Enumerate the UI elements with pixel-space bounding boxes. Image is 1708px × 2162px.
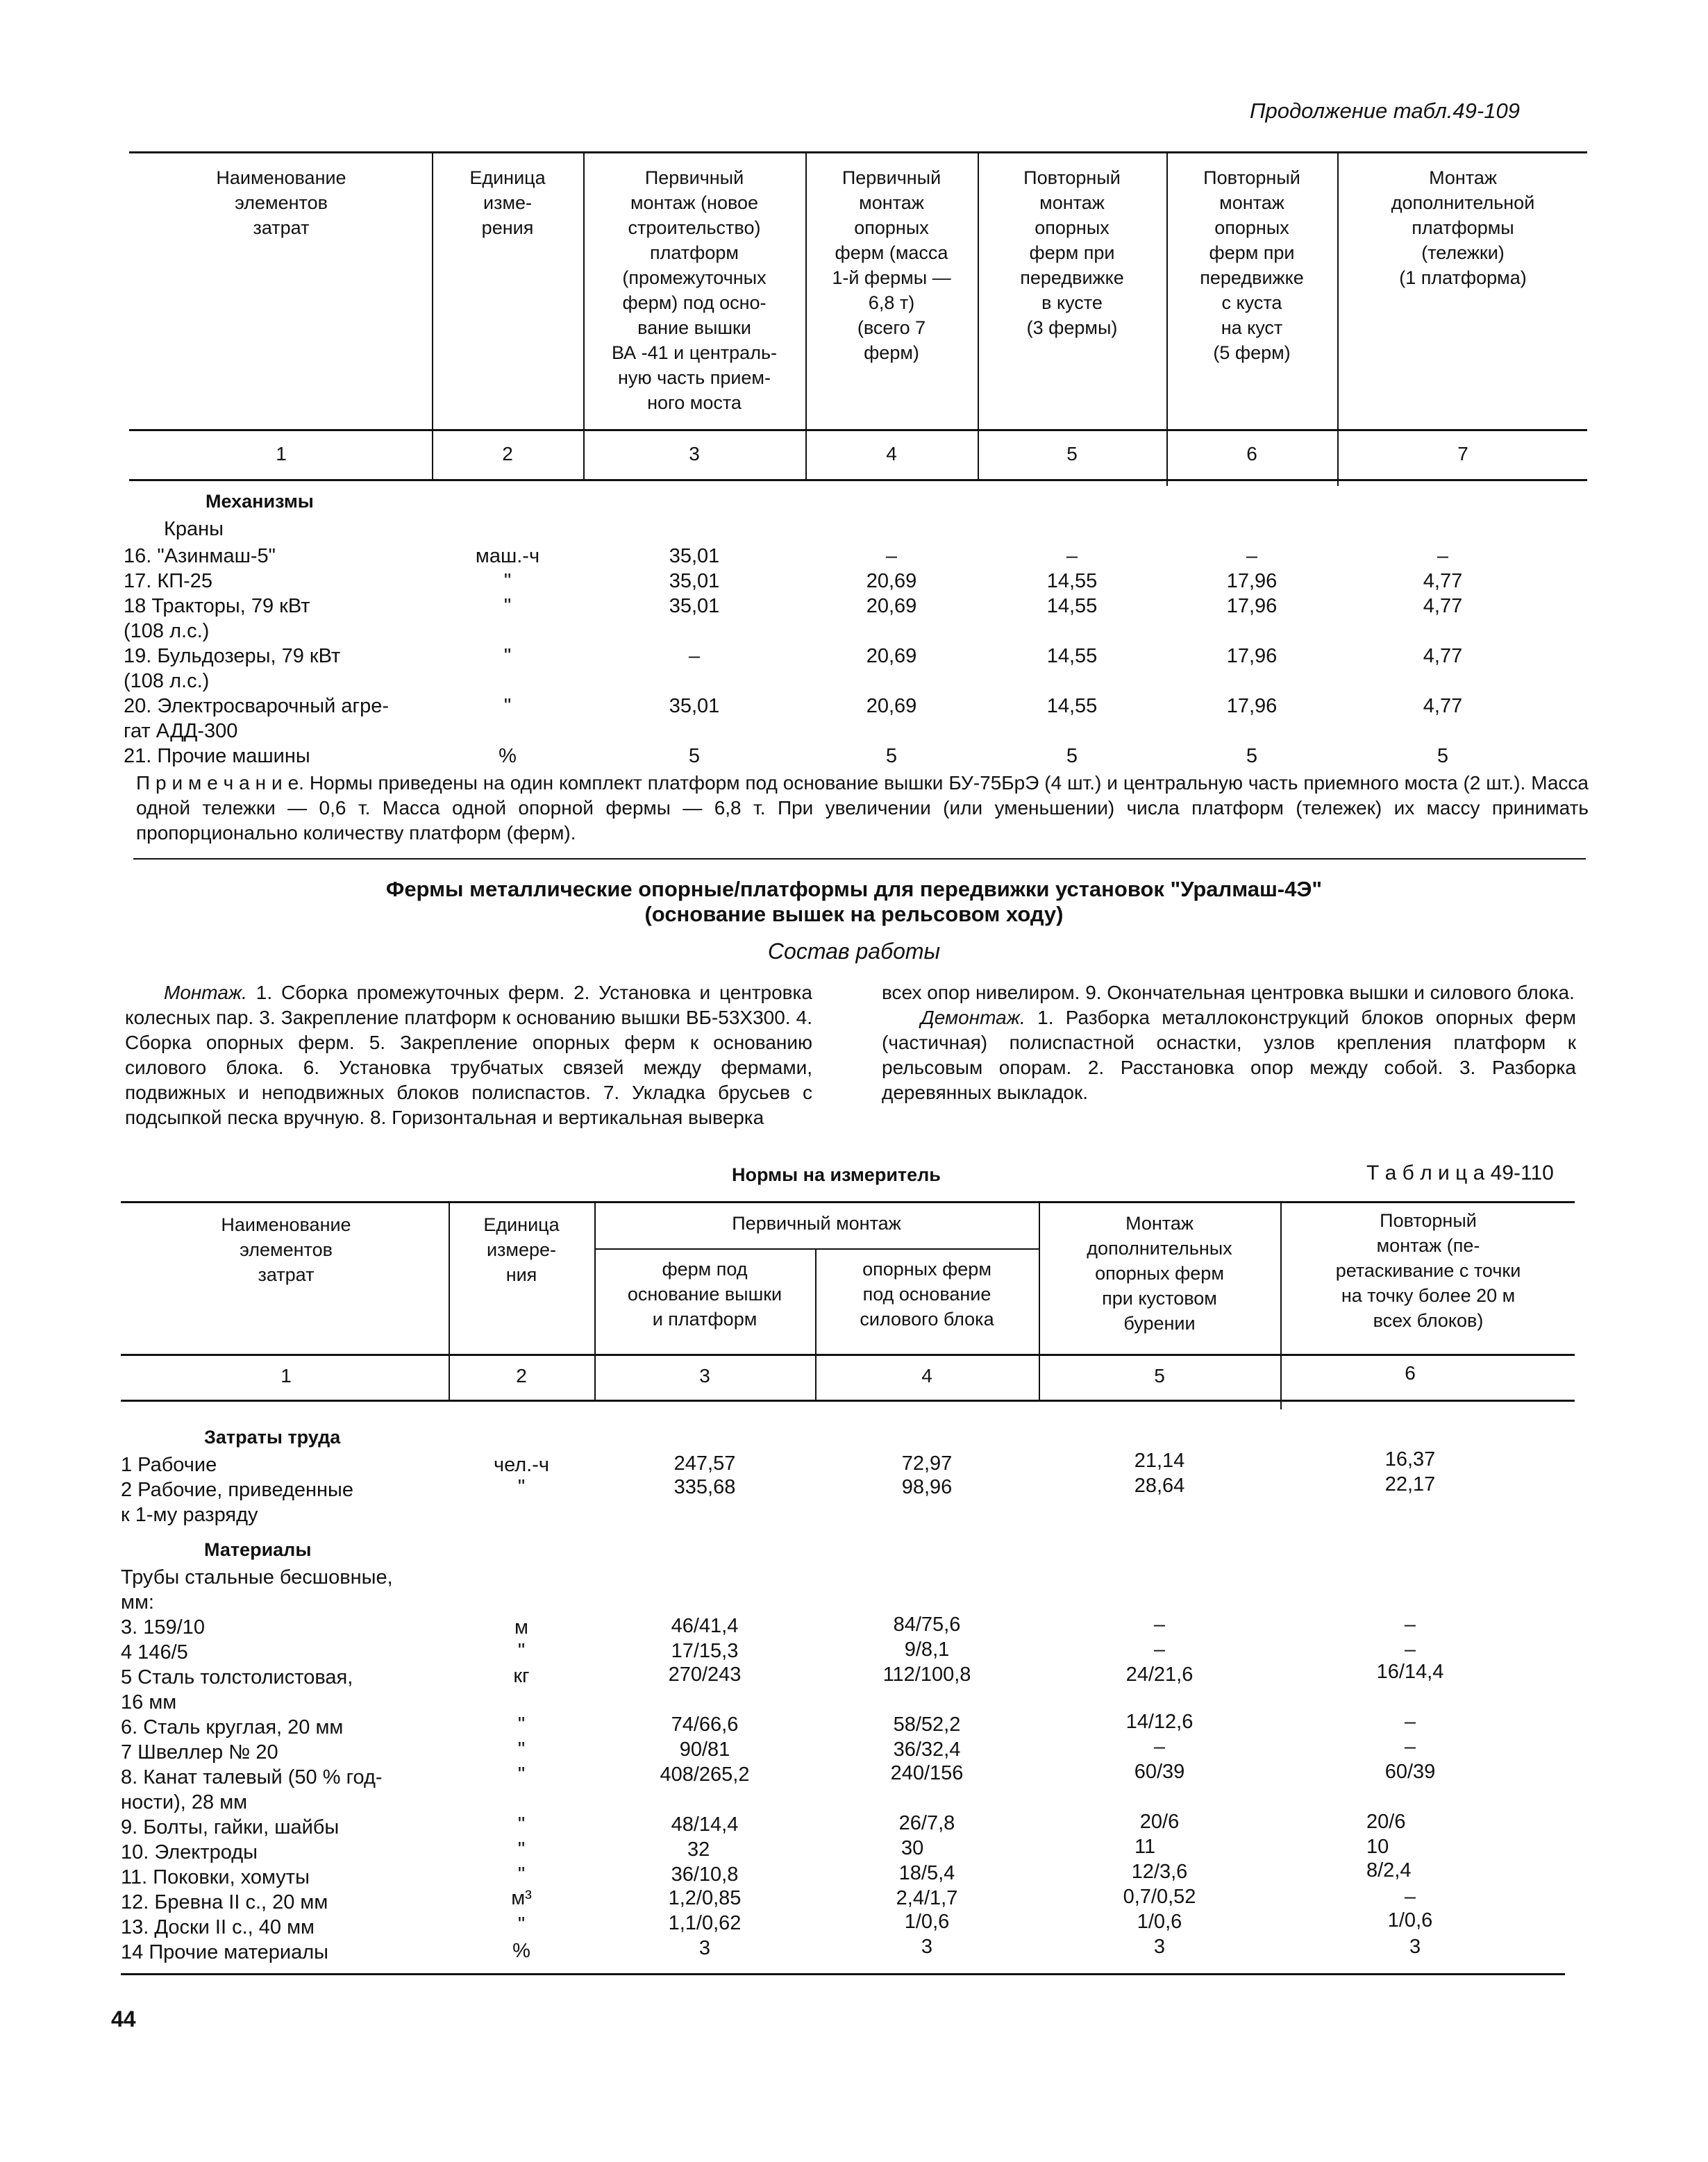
table1-colnum: 7	[1457, 443, 1468, 464]
table2-row-unit: "	[517, 1813, 526, 1836]
table1-row-unit: "	[503, 645, 512, 667]
table1-header-col5: Повторный монтаж опорных ферм при передвижке в кусте (3 фермы)	[1020, 167, 1124, 338]
table2-header-rule	[121, 1354, 1575, 1356]
table2-cell: 1/0,6	[1387, 1909, 1433, 1931]
norms-heading: Нормы на измеритель	[732, 1164, 941, 1185]
table1-cell: 4,77	[1423, 570, 1463, 592]
table1-cell: –	[1437, 545, 1449, 567]
table1-header-unit: Единица изме- рения	[469, 167, 546, 238]
composition-heading: Состав работы	[767, 939, 941, 964]
table2-cell: 14/12,6	[1125, 1711, 1194, 1733]
table2-cell: 3	[1153, 1936, 1166, 1958]
table1-colnum: 1	[276, 443, 287, 464]
table1-cell: 17,96	[1226, 645, 1278, 667]
table2-cell: 46/41,4	[671, 1615, 739, 1637]
table2-cell: –	[1404, 1886, 1416, 1908]
table1-row-unit: %	[499, 745, 517, 767]
table2-cell: 9/8,1	[904, 1639, 950, 1661]
section-labor: Затраты труда	[204, 1427, 341, 1448]
section-materials: Материалы	[204, 1539, 312, 1560]
table1-cell: 20,69	[866, 645, 917, 667]
table1-cell: 20,69	[866, 570, 917, 592]
table2-cell: 1,1/0,62	[668, 1912, 742, 1934]
table2-cell: 22,17	[1384, 1473, 1436, 1495]
table1-cell: 5	[1246, 745, 1258, 767]
table2-cell: 11	[1135, 1836, 1156, 1858]
table2-row-unit: м³	[511, 1887, 532, 1909]
table2-row-unit: "	[517, 1640, 526, 1662]
continuation-label: Продолжение табл.49-109	[1250, 99, 1520, 123]
table2-row-label: 10. Электроды	[121, 1841, 258, 1863]
table1-cell: –	[688, 645, 701, 667]
table2-header-primary: Первичный монтаж	[732, 1213, 901, 1234]
table2-cell: 10	[1366, 1836, 1389, 1858]
table2-cell: 84/75,6	[893, 1614, 961, 1636]
table1-cell: 35,01	[669, 695, 720, 717]
table2-cell: 17/15,3	[671, 1640, 739, 1662]
table2-cell: 1/0,6	[904, 1911, 950, 1933]
table2-row-label: 5 Сталь толстолистовая, 16 мм	[121, 1666, 353, 1713]
table2-cell: 247,57	[673, 1452, 736, 1475]
table1-header-rule	[129, 429, 1587, 431]
table2-row-label: 8. Канат талевый (50 % год- ности), 28 мм	[121, 1766, 383, 1813]
table2-cell: 16,37	[1384, 1448, 1436, 1470]
table2-cell: 58/52,2	[893, 1713, 961, 1736]
table1-cell: 35,01	[669, 545, 720, 567]
dismantling-text: 1. Разборка металлоконструкций блоков опорных ферм (частичная) полиспастной оснастки, узлов крепления платформ к рельсовым опорам. 2. Расстановка опор между собой. 3. Разборка деревянных выкладок.	[882, 1007, 1576, 1103]
table2-header-unit: Единица измере- ния	[483, 1214, 560, 1285]
table2-colnum: 4	[921, 1365, 932, 1386]
table2-cell: 112/100,8	[882, 1664, 971, 1686]
table2-row-label: 2 Рабочие, приведенные к 1-му разряду	[121, 1479, 354, 1526]
table1-cell: 14,55	[1046, 645, 1098, 667]
table2-cell: 30	[901, 1837, 924, 1859]
table1-cell: –	[1066, 545, 1078, 567]
table2-row-label: 1 Рабочие	[121, 1454, 217, 1476]
table2-header-col3: ферм под основание вышки и платформ	[627, 1259, 782, 1330]
table1-header-col7: Монтаж дополнительной платформы (тележки) (1 платформа)	[1391, 167, 1535, 288]
table1-cell: 35,01	[669, 570, 720, 592]
table2-numbers-rule	[121, 1400, 1575, 1402]
table2-row-label: 11. Поковки, хомуты	[121, 1866, 310, 1888]
table1-row-label: 20. Электросварочный агре- гат АДД-300	[124, 695, 390, 742]
table1-row-unit: "	[503, 595, 512, 617]
table2-header-col6: Повторный монтаж (пе- ретаскивание с точки на точку более 20 м всех блоков)	[1335, 1210, 1521, 1331]
table2-primary-subrule	[594, 1248, 1039, 1250]
table2-cell: 8/2,4	[1366, 1859, 1412, 1882]
table2-cell: 28,64	[1134, 1475, 1185, 1497]
table1-colnum: 2	[502, 443, 513, 464]
table2-colnum: 5	[1154, 1365, 1165, 1386]
table1-row-unit: "	[503, 695, 512, 717]
table2-cell: –	[1153, 1736, 1166, 1758]
dismantling-lead: Демонтаж.	[921, 1007, 1025, 1028]
table2-header-col5: Монтаж дополнительных опорных ферм при кустовом бурении	[1087, 1213, 1232, 1334]
mounting-description	[125, 980, 812, 1130]
table1-header-col3: Первичный монтаж (новое строительство) платформ (промежуточных ферм) под осно- вание вышки ВА -41 и централь- ную часть прием- ного моста	[611, 167, 778, 413]
table2-row-label: 12. Бревна II с., 20 мм	[121, 1891, 328, 1913]
table1-header-name: Наименование элементов затрат	[216, 167, 346, 238]
table2-cell: 90/81	[679, 1738, 730, 1761]
section2-title-line2: (основание вышек на рельсовом ходу)	[644, 902, 1064, 926]
table2-cell: 36/10,8	[671, 1863, 739, 1886]
table1-cell: 17,96	[1226, 570, 1278, 592]
note-text: Нормы приведены на один комплект платформ под основание вышки БУ-75БрЭ (4 шт.) и центральную часть приемного моста (2 шт.). Масса одной тележки — 0,6 т. Масса одной опорной фермы — 6,8 т. При увеличении (или уменьшении) числа платформ (тележек) их массу принимать пропорционально количеству платформ (ферм).	[136, 772, 1589, 844]
table2-row-label: 14 Прочие материалы	[121, 1941, 329, 1963]
table2-colnum: 6	[1405, 1362, 1416, 1384]
table2-colnum: 1	[281, 1365, 292, 1386]
table1-cell: –	[1246, 545, 1258, 567]
note-lead: П р и м е ч а н и е.	[136, 772, 304, 794]
table1-cell: 5	[885, 745, 898, 767]
table1-header-col4: Первичный монтаж опорных ферм (масса 1-й фермы — 6,8 т) (всего 7 ферм)	[832, 167, 951, 363]
table1-numbers-rule	[129, 479, 1587, 481]
table2-row-label: 9. Болты, гайки, шайбы	[121, 1816, 340, 1838]
table2-cell: 3	[698, 1937, 711, 1959]
table1-top-rule	[129, 151, 1587, 153]
table2-row-unit: чел.-ч	[493, 1454, 550, 1476]
table2-cell: 335,68	[673, 1476, 736, 1498]
section-mechanisms: Механизмы	[206, 491, 314, 512]
section-separator	[133, 858, 1586, 860]
table2-row-label: 3. 159/10	[121, 1616, 205, 1639]
table1-cell: 14,55	[1046, 695, 1098, 717]
table2-colnum: 3	[699, 1365, 710, 1386]
table2-cell: –	[1404, 1614, 1416, 1636]
page-number: 44	[111, 2006, 136, 2031]
table2-header-name: Наименование элементов затрат	[221, 1214, 351, 1285]
table2-cell: –	[1404, 1711, 1416, 1733]
mounting-text: 1. Сборка промежуточных ферм. 2. Установка и центровка колесных пар. 3. Закрепление платформ к основанию вышки ВБ-53Х300. 4. Сборка опорных ферм. 5. Закрепление опорных ферм к основанию силового блока. 6. Установка трубчатых связей между фермами, подвижных и неподвижных блоков полиспастов. 7. Укладка брусьев с подсыпкой песка вручную. 8. Горизонтальная и вертикальная выверка	[125, 982, 812, 1128]
table1-cell: 14,55	[1046, 570, 1098, 592]
table1-row-label: 18 Тракторы, 79 кВт (108 л.с.)	[124, 595, 310, 642]
table2-cell: 270/243	[668, 1664, 742, 1686]
table2-cell: –	[1153, 1614, 1166, 1636]
pipes-label: Трубы стальные бесшовные, мм:	[121, 1566, 393, 1614]
table1-row-label: 21. Прочие машины	[124, 745, 310, 767]
table2-row-unit: "	[517, 1838, 526, 1861]
table2-cell: 36/32,4	[893, 1738, 961, 1761]
table2-cell: 48/14,4	[671, 1813, 739, 1836]
table2-row-unit: "	[517, 1763, 526, 1786]
mounting-lead: Монтаж.	[164, 982, 247, 1003]
table2-cell: 12/3,6	[1131, 1861, 1188, 1883]
table1-cell: 4,77	[1423, 695, 1463, 717]
table-number: Т а б л и ц а 49-110	[1366, 1162, 1554, 1184]
table2-row-unit: "	[517, 1713, 526, 1736]
table1-note	[136, 771, 1589, 846]
subsection-cranes: Краны	[164, 518, 224, 540]
table1-cell: 17,96	[1226, 595, 1278, 617]
table2-row-unit: м	[514, 1616, 528, 1639]
table1-colnum: 6	[1246, 443, 1257, 464]
table2-cell: 74/66,6	[671, 1713, 739, 1736]
table2-row-unit: "	[517, 1476, 526, 1498]
table1-cell: 14,55	[1046, 595, 1098, 617]
table2-row-unit: %	[512, 1940, 530, 1962]
table2-bottom-rule	[121, 1973, 1565, 1975]
table2-cell: –	[1404, 1736, 1416, 1758]
table2-row-unit: "	[517, 1738, 526, 1761]
table1-colnum: 3	[689, 443, 700, 464]
table2-cell: –	[1404, 1639, 1416, 1661]
table1-cell: 4,77	[1423, 645, 1463, 667]
table1-cell: 5	[1066, 745, 1078, 767]
table2-colnum: 2	[516, 1365, 527, 1386]
table2-row-label: 7 Швеллер № 20	[121, 1741, 278, 1763]
table2-cell: 2,4/1,7	[896, 1887, 958, 1909]
table2-row-label: 13. Доски II с., 40 мм	[121, 1916, 315, 1938]
table2-cell: 240/156	[890, 1762, 964, 1784]
table1-row-unit: "	[503, 570, 512, 592]
table2-cell: 60/39	[1134, 1761, 1185, 1783]
table2-cell: 3	[1409, 1936, 1421, 1958]
table1-cell: 20,69	[866, 595, 917, 617]
table2-cell: 21,14	[1134, 1450, 1185, 1472]
section2-title-line1: Фермы металлические опорные/платформы для передвижки установок "Уралмаш-4Э"	[385, 877, 1323, 901]
table2-cell: 26/7,8	[898, 1812, 955, 1834]
table1-header-col6: Повторный монтаж опорных ферм при передвижке с куста на куст (5 ферм)	[1200, 167, 1304, 363]
table1-cell: 35,01	[669, 595, 720, 617]
table2-cell: 1,2/0,85	[668, 1887, 742, 1909]
table2-cell: 3	[921, 1936, 933, 1958]
table1-cell: 5	[688, 745, 701, 767]
table1-row-unit: маш.-ч	[475, 545, 540, 567]
table2-cell: 408/265,2	[660, 1763, 750, 1786]
table1-colnum: 5	[1066, 443, 1078, 464]
table2-cell: 1/0,6	[1137, 1911, 1182, 1933]
table2-row-unit: "	[517, 1913, 526, 1936]
table1-colnum: 4	[886, 443, 897, 464]
table2-cell: 20/6	[1139, 1811, 1180, 1833]
table2-row-label: 4 146/5	[121, 1641, 188, 1664]
table2-cell: 24/21,6	[1125, 1664, 1194, 1686]
table2-cell: 98,96	[901, 1476, 953, 1498]
table1-cell: 4,77	[1423, 595, 1463, 617]
table2-cell: 0,7/0,52	[1123, 1886, 1196, 1908]
table1-cell: 5	[1437, 745, 1449, 767]
table1-cell: 17,96	[1226, 695, 1278, 717]
mounting-continuation: всех опор нивелиром. 9. Окончательная центровка вышки и силового блока.	[882, 982, 1575, 1003]
table2-row-unit: кг	[513, 1665, 530, 1687]
table1-cell: 20,69	[866, 695, 917, 717]
table2-cell: 60/39	[1384, 1761, 1436, 1783]
table2-cell: 16/14,4	[1376, 1661, 1444, 1683]
table1-row-label: 19. Бульдозеры, 79 кВт (108 л.с.)	[124, 645, 341, 692]
table2-row-unit: "	[517, 1863, 526, 1886]
dismantling-description	[882, 980, 1576, 1105]
table2-cell: 32	[687, 1838, 710, 1861]
table2-row-label: 6. Сталь круглая, 20 мм	[121, 1716, 344, 1738]
table2-top-rule	[121, 1201, 1575, 1203]
table2-cell: 20/6	[1366, 1811, 1406, 1833]
table2-cell: –	[1153, 1639, 1166, 1661]
table1-row-label: 17. КП-25	[124, 570, 213, 592]
table2-header-col4: опорных ферм под основание силового блока	[860, 1259, 994, 1330]
table2-cell: 72,97	[901, 1452, 953, 1475]
table1-cell: –	[885, 545, 898, 567]
table2-cell: 18/5,4	[898, 1862, 955, 1884]
table1-row-label: 16. "Азинмаш-5"	[124, 545, 276, 567]
